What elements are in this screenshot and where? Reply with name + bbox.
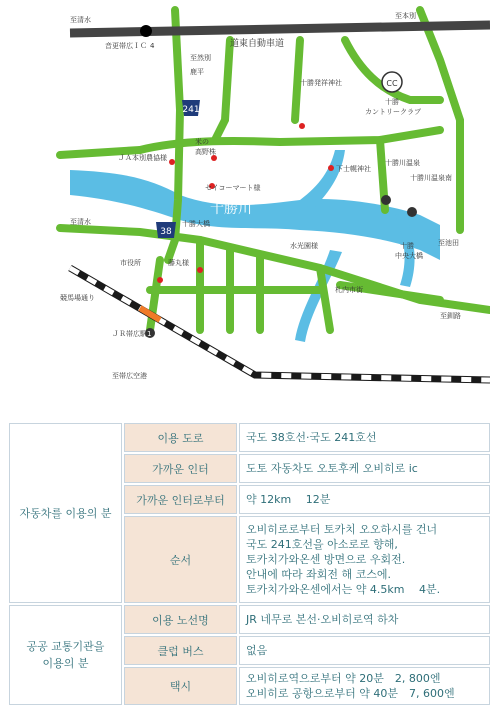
label-chuo-ohashi-2: 中央大橋 bbox=[395, 252, 423, 260]
north-road-1 bbox=[215, 40, 230, 140]
label-kome-1: 米の bbox=[195, 138, 209, 146]
label-shikaoi: 至然別 bbox=[190, 54, 211, 62]
label-chuo-ohashi-1: 十勝 bbox=[400, 242, 414, 250]
label-ikumi-jinja: 十勝発祥神社 bbox=[300, 79, 342, 87]
label-to-kushiro: 至釧路 bbox=[440, 312, 461, 320]
value-line: 없음 bbox=[246, 644, 268, 657]
row-value bbox=[239, 423, 490, 452]
row-value bbox=[239, 636, 490, 665]
car-category: 자동차를 이용의 분 bbox=[9, 423, 122, 603]
row-label: 순서 bbox=[124, 516, 237, 603]
row-value bbox=[239, 485, 490, 514]
club-icon bbox=[382, 72, 402, 92]
value-line: 오비히로 공항으로부터 약 40분 7, 600엔 bbox=[246, 687, 455, 700]
value-line: 국도 241호선을 아소로로 향해, bbox=[246, 538, 398, 551]
label-seicomart: セイコーマート様 bbox=[205, 184, 261, 192]
label-sapporo-street: 札内市街 bbox=[335, 286, 363, 294]
row-label: 클럽 버스 bbox=[124, 636, 237, 665]
label-airport: 至帯広空港 bbox=[112, 372, 147, 380]
value-line: 오비히로역으로부터 약 20분 2, 800엔 bbox=[246, 672, 441, 685]
route-38-shield bbox=[156, 222, 176, 238]
row-value bbox=[239, 516, 490, 603]
label-expressway: 道東自動車道 bbox=[230, 39, 285, 49]
label-shimoshino: 下士幌神社 bbox=[336, 165, 371, 173]
value-line: JR 네무로 본선·오비히로역 하차 bbox=[246, 613, 399, 626]
label-keiba: 競馬場通り bbox=[60, 294, 95, 302]
value-line: 국도 38호선·국도 241호선 bbox=[246, 431, 377, 444]
public-category-line: 공공 교통기관을 bbox=[26, 640, 105, 653]
label-tokachigawa-onsen: 十勝川温泉 bbox=[385, 159, 420, 167]
row-label: 가까운 인터로부터 bbox=[124, 485, 237, 514]
label-num2: 2 bbox=[383, 197, 388, 205]
label-river: 十勝川 bbox=[210, 201, 252, 217]
value-line: 안내에 따라 좌회전 해 코스에. bbox=[246, 568, 391, 581]
label-fujimaru: 藤丸様 bbox=[168, 259, 189, 267]
route-38-label: 38 bbox=[160, 227, 172, 237]
access-table-wrap bbox=[7, 421, 490, 706]
value-line: 도토 자동차도 오토후케 오비히로 ic bbox=[246, 462, 418, 475]
label-shibetsu: 至本別 bbox=[395, 12, 416, 20]
row-label: 택시 bbox=[124, 667, 237, 705]
label-to-ikeda: 至池田 bbox=[438, 239, 459, 247]
label-club-2: カントリークラブ bbox=[365, 108, 421, 116]
river-north-road bbox=[140, 130, 440, 150]
row-label: 가까운 인터 bbox=[124, 454, 237, 483]
table-row bbox=[9, 423, 490, 452]
row-label: 이용 노선명 bbox=[124, 605, 237, 634]
row-value bbox=[239, 667, 490, 705]
row-label: 이용 도로 bbox=[124, 423, 237, 452]
label-shikaoi2: 鹿平 bbox=[190, 68, 204, 76]
label-kome-2: 高野株 bbox=[195, 148, 216, 156]
row-value bbox=[239, 605, 490, 634]
value-line: 오비히로로부터 토카치 오오하시를 건너 bbox=[246, 523, 438, 536]
route-241-label: 241 bbox=[182, 105, 200, 115]
access-table bbox=[7, 421, 490, 706]
roads bbox=[60, 10, 490, 330]
label-mizuho: 水光園様 bbox=[290, 242, 318, 250]
label-ic-num: 4 bbox=[150, 42, 155, 50]
otofuke-ic-marker bbox=[140, 25, 152, 37]
east-road-1 bbox=[420, 10, 460, 230]
label-ja: ＪＡ本別農協様 bbox=[118, 154, 167, 162]
label-tokachigawa-onsen-south: 十勝川温泉南 bbox=[410, 174, 452, 182]
label-shisui-left: 至清水 bbox=[70, 218, 91, 226]
label-tokachi-ohashi: 十勝大橋 bbox=[182, 220, 210, 228]
label-city-hall: 市役所 bbox=[120, 259, 141, 267]
label-otofuke-ic: 音更帯広ＩＣ bbox=[105, 42, 147, 50]
value-line: 약 12km 12분 bbox=[246, 493, 331, 506]
route-241-shield bbox=[182, 100, 200, 116]
label-jr-station: ＪＲ帯広駅 bbox=[112, 330, 147, 338]
public-category bbox=[9, 605, 122, 705]
public-category-line: 이용의 분 bbox=[42, 657, 89, 670]
value-line: 토카치가와온센 방면으로 우회전. bbox=[246, 553, 406, 566]
label-shisui-top: 至清水 bbox=[70, 16, 91, 24]
jr-railway bbox=[70, 268, 490, 380]
table-row bbox=[9, 605, 490, 634]
row-value bbox=[239, 454, 490, 483]
label-club-1: 十勝 bbox=[385, 98, 399, 106]
label-num3: 3 bbox=[409, 209, 414, 217]
label-num1: 1 bbox=[147, 330, 152, 338]
svg-text:CC: CC bbox=[386, 79, 398, 88]
value-line: 토카치가와온센에서는 약 4.5km 4분. bbox=[246, 583, 441, 596]
